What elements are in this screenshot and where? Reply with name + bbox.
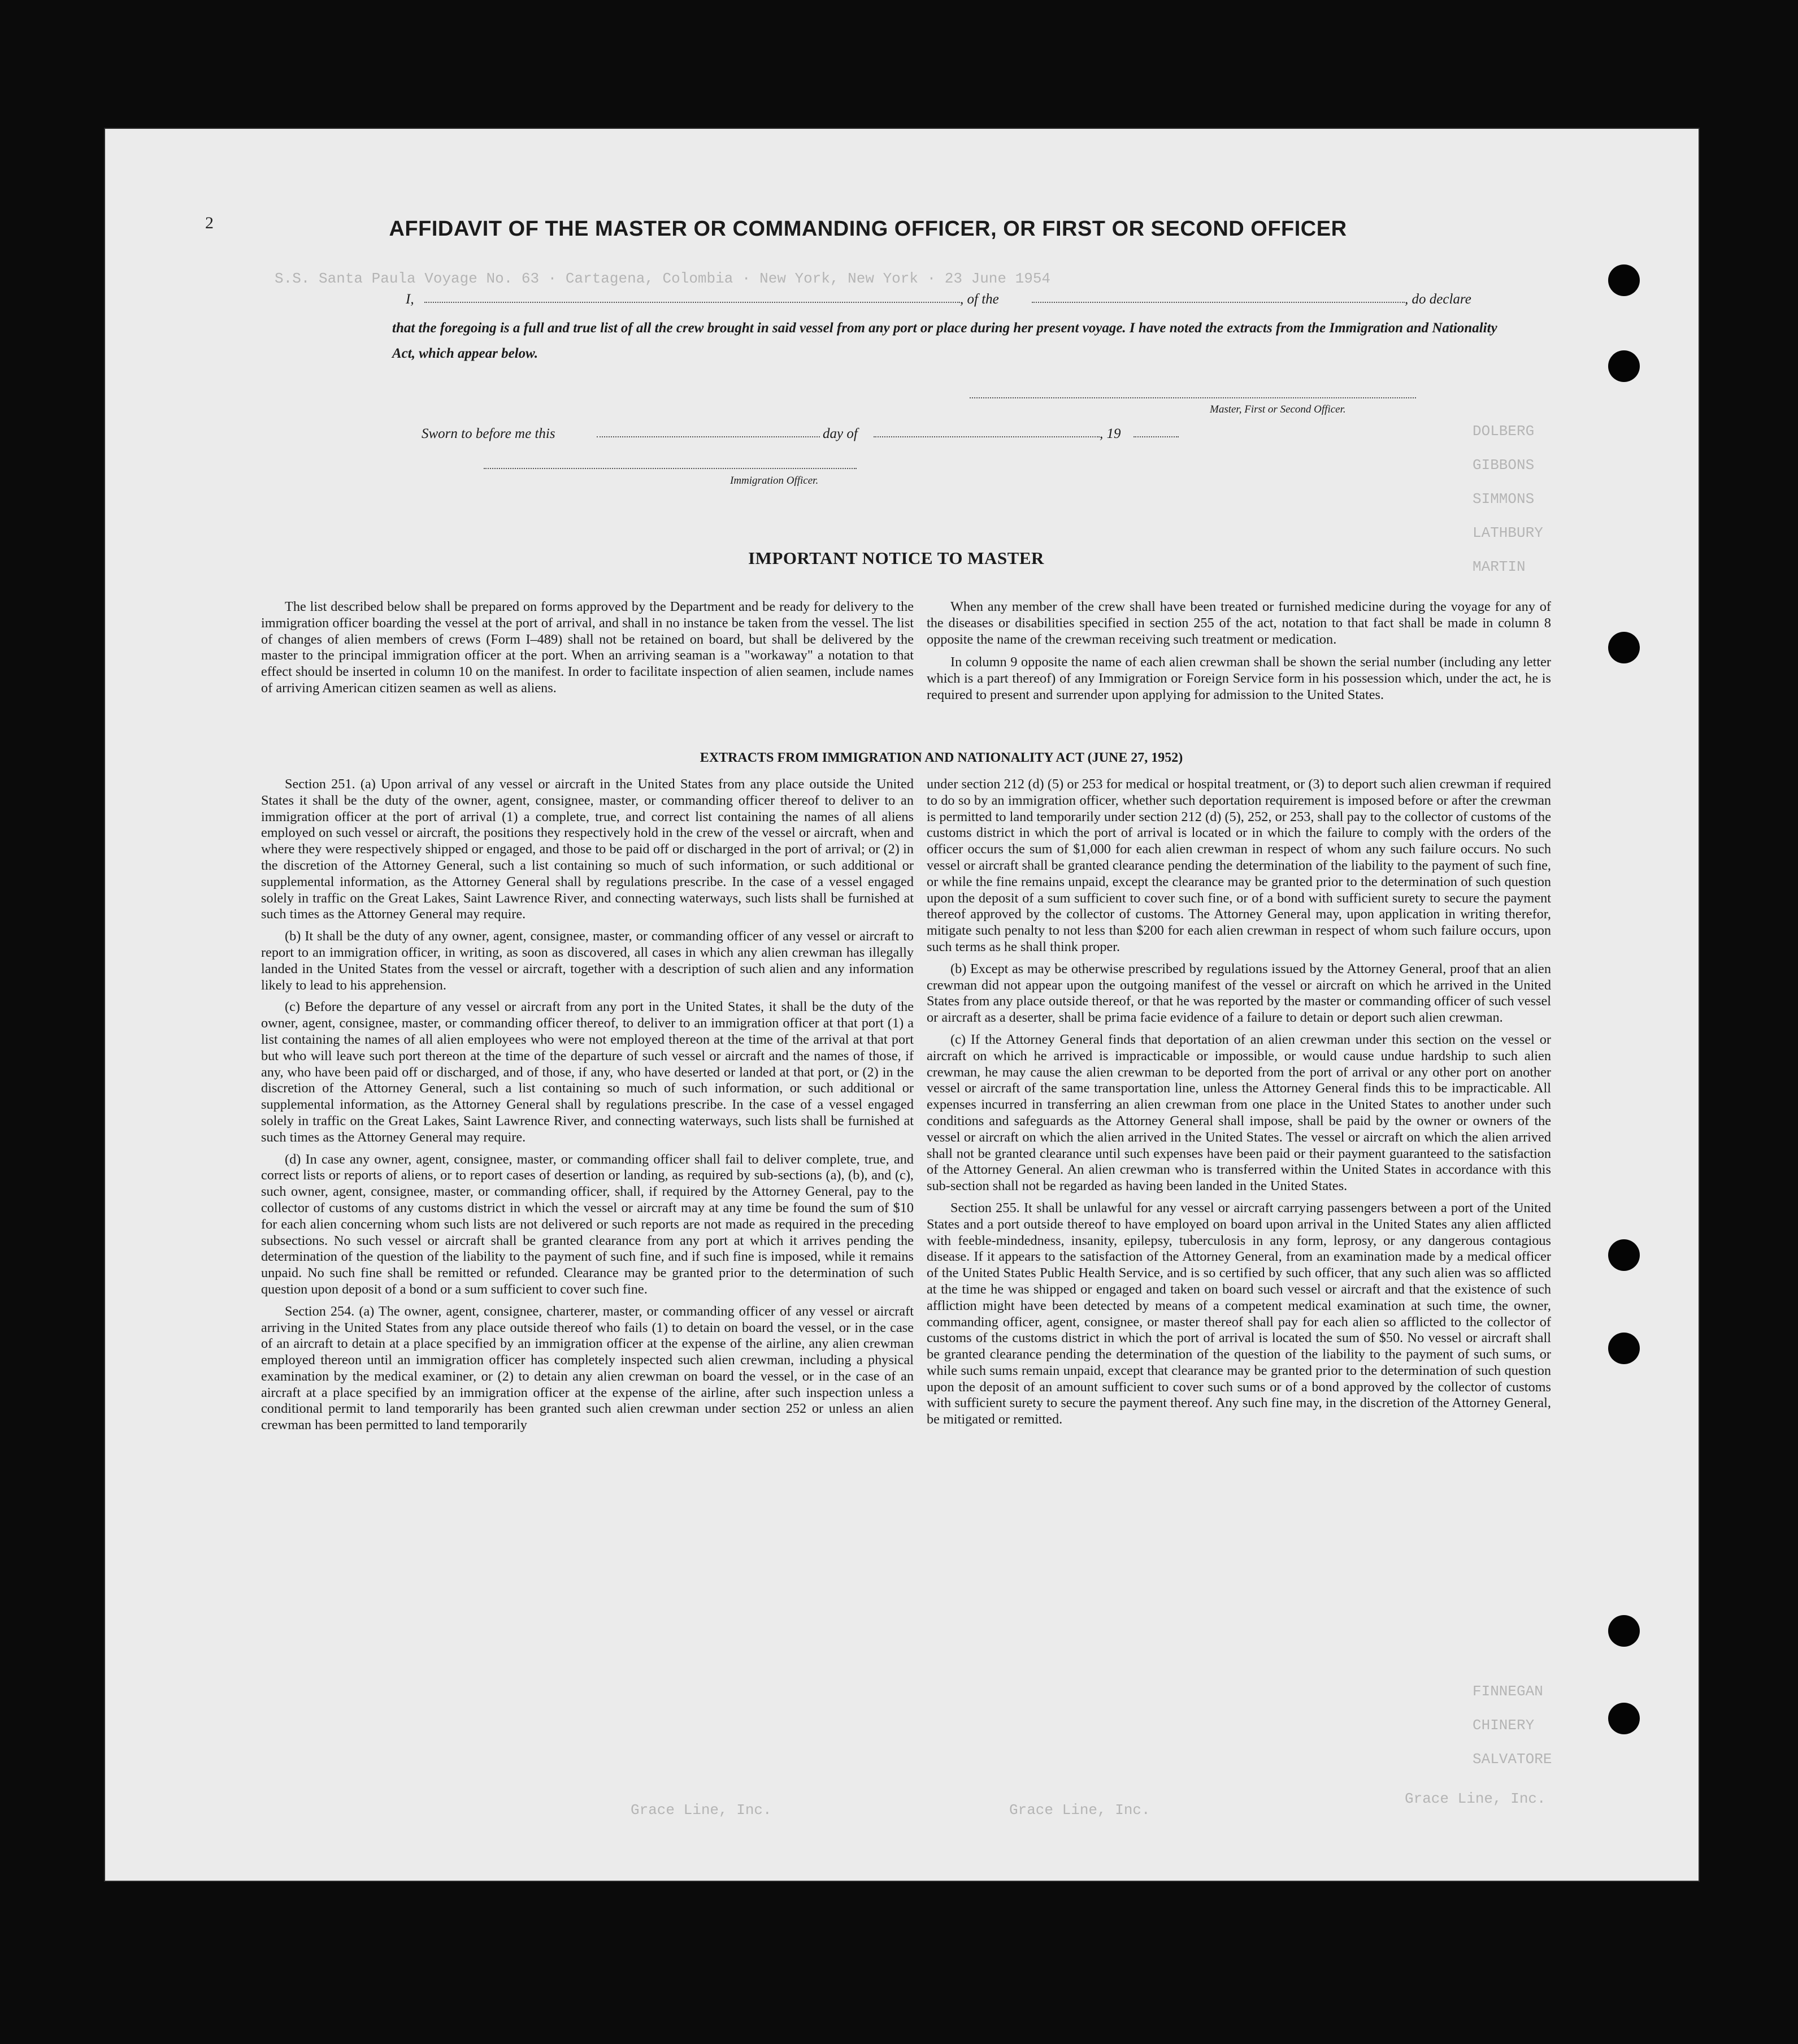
bleed-through-text: Grace Line, Inc. — [1009, 1802, 1150, 1819]
section-251-d: (d) In case any owner, agent, consignee, master, or commanding officer shall fail to deliver complete, true, and correct lists or reports of aliens, or to report cases of desertion or landing, as required by sub-sections (a), (b), and (c), such owner, agent, consignee, master, or commanding officer, shall, if required by the Attorney General, pay to the collector of customs of any customs district in which the vessel or aircraft may at any time be found the sum of $10 for each alien concerning whom such lists are not delivered or such reports are not made as required in the preceding subsections. No such vessel or aircraft shall be granted clearance from any port at which it arrives pending the determination of the question of the liability to the payment of such fine, and if such fine is imposed, while it remains unpaid. No such fine shall be remitted or refunded. Clearance may be granted prior to the determination of such question upon deposit of a bond or a sum sufficient to cover such fine. — [261, 1151, 914, 1297]
section-255: Section 255. It shall be unlawful for any vessel or aircraft carrying passengers between a port of the United States and a port outside thereof to have employed on board upon arrival in the United States any alien afflicted with feeble-mindedness, insanity, epilepsy, tuberculosis in any form, leprosy, or any dangerous contagious disease. If it appears to the satisfaction of the Attorney General, from an examination made by a medical officer of the United States Public Health Service, and is so certified by such officer, that any such alien was so afflicted at the time he was shipped or engaged and taken on board such vessel or aircraft and that the existence of such affliction might have been detected by means of a competent medical examination at such time, the owner, commanding officer, agent, consignee, or master thereof shall pay for each alien so afflicted to the collector of customs of the customs district in which the port of arrival is located the sum of $50. No vessel or aircraft shall be granted clearance pending the determination of the question of the liability to the payment of such sums, or while such sums remain unpaid, except that clearance may be granted prior to the determination of such question upon the deposit of an amount sufficient to cover such sums or of a bond approved by the collector of customs with sufficient surety to secure the payment thereof. Any such fine may, in the discretion of the Attorney General, be mitigated or remitted. — [927, 1200, 1551, 1427]
bleed-through-text: S.S. Santa Paula Voyage No. 63 · Cartagena, Colombia · New York, New York · 23 June 1954 — [275, 270, 1051, 287]
document-page — [105, 129, 1699, 1881]
notice-right-column — [927, 599, 1551, 704]
sworn-year-label: , 19 — [1100, 426, 1121, 441]
act-left-column — [261, 776, 914, 1434]
notice-title: IMPORTANT NOTICE TO MASTER — [748, 548, 1044, 568]
bleed-through-text: Grace Line, Inc. — [631, 1802, 772, 1819]
sworn-text: Sworn to before me this — [422, 426, 555, 441]
bleed-through-text: GIBBONS — [1473, 457, 1535, 474]
declaration-text: that the foregoing is a full and true list of all the crew brought in said vessel from any port or place during her present voyage. I have noted the extracts from the Immigration and Nationality Act, which appear below. — [392, 320, 1497, 361]
bleed-through-text: FINNEGAN — [1473, 1683, 1543, 1700]
sworn-month-line — [874, 436, 1100, 437]
punch-hole — [1608, 1333, 1640, 1364]
sworn-year-line — [1133, 436, 1179, 437]
notice-left-column — [261, 599, 914, 697]
master-signature-line — [970, 397, 1416, 398]
bleed-through-text: LATHBURY — [1473, 524, 1543, 541]
vessel-name-line — [1032, 302, 1405, 303]
punch-hole — [1608, 1703, 1640, 1734]
sworn-day-label: day of — [823, 426, 858, 441]
declare-suffix: , do declare — [1405, 292, 1471, 307]
page-number: 2 — [205, 214, 214, 232]
section-251-a: Section 251. (a) Upon arrival of any vessel or aircraft in the United States from any place outside the United States it shall be the duty of the owner, agent, consignee, master, or commanding officer thereof to deliver to an immigration officer at the port of arrival (1) a complete, true, and correct list containing the names of all aliens employed on such vessel or aircraft, the positions they respectively hold in the crew of the vessel or aircraft, when and where they were respectively shipped or engaged, and those to be paid off or discharged in the port of arrival; or (2) in the discretion of the Attorney General, such a list containing so much of such information, or such additional or supplemental information, as the Attorney General shall by regulations prescribe. In the case of a vessel engaged solely in traffic on the Great Lakes, Saint Lawrence River, and connecting waterways, such lists shall be furnished at such times as the Attorney General may require. — [261, 776, 914, 922]
punch-hole — [1608, 1239, 1640, 1271]
bleed-through-text: Grace Line, Inc. — [1405, 1790, 1546, 1807]
master-signature-label: Master, First or Second Officer. — [1210, 403, 1346, 415]
immigration-officer-label: Immigration Officer. — [730, 475, 819, 487]
extracts-title: EXTRACTS FROM IMMIGRATION AND NATIONALITY ACT (JUNE 27, 1952) — [700, 750, 1183, 765]
section-254-b: (b) Except as may be otherwise prescribed by regulations issued by the Attorney General, proof that an alien crewman did not appear upon the outgoing manifest of the vessel or aircraft on which he arrived in the United States from any place outside thereof, or that he was reported by the master or commanding officer of such vessel or aircraft as a deserter, shall be prima facie evidence of a failure to detain or deport such alien crewman. — [927, 961, 1551, 1026]
bleed-through-text: SALVATORE — [1473, 1751, 1552, 1768]
section-254-c: (c) If the Attorney General finds that deportation of an alien crewman under this section on the vessel or aircraft on which he arrived is impracticable or impossible, or would cause undue hardship to such alien crewman, he may cause the alien crewman to be deported from the port of arrival or any other port on another vessel or aircraft of the same transportation line, unless the Attorney General finds this to be impracticable. All expenses incurred in transferring an alien crewman from one place in the United States to another under such conditions and safeguards as the Attorney General shall impose, shall be paid by the owner or owners of the vessel or aircraft on which the alien arrived in the United States. The vessel or aircraft on which the alien arrived shall not be granted clearance until such expenses have been paid or their payment guaranteed to the satisfaction of the Attorney General. An alien crewman who is transferred within the United States in accordance with this sub-section shall not be regarded as having been landed in the United States. — [927, 1031, 1551, 1194]
punch-hole — [1608, 632, 1640, 663]
bleed-through-text: DOLBERG — [1473, 423, 1535, 440]
punch-hole — [1608, 1615, 1640, 1647]
vessel-prefix: , of the — [960, 292, 999, 307]
section-251-b: (b) It shall be the duty of any owner, agent, consignee, master, or commanding officer of any vessel or aircraft to report to an immigration officer, in writing, as soon as discovered, all cases in which any alien crewman has illegally landed in the United States from the vessel or aircraft, together with a description of such alien and any information likely to lead to his apprehension. — [261, 928, 914, 993]
sworn-day-line — [597, 436, 820, 437]
section-254-a-continued: under section 212 (d) (5) or 253 for medical or hospital treatment, or (3) to deport such alien crewman if required to do so by an immigration officer, whether such deportation requirement is imposed before or after the crewman is permitted to land temporarily under section 212 (d) (5), 252, or 253, shall pay to the collector of customs of the customs district in which the port of arrival is located or in which the failure to comply with the orders of the officer occurs the sum of $1,000 for each alien crewman in respect of whom any such failure occurs. No such vessel or aircraft shall be granted clearance pending the determination of the liability to the payment of such fine, or while the fine remains unpaid, except the clearance may be granted prior to the determination of such question upon the deposit of a sum sufficient to cover such fine, or of a bond with sufficient surety to secure the payment thereof approved by the collector of customs. The Attorney General may, upon application in writing therefor, mitigate such penalty to not less than $200 for each alien crewman in respect of whom such failure occurs, upon such terms as he shall think proper. — [927, 776, 1551, 954]
section-251-c: (c) Before the departure of any vessel or aircraft from any port in the United States, it shall be the duty of the owner, agent, consignee, master, or commanding officer thereof, to deliver to an immigration officer at that port (1) a list containing the names of all alien employees who were not employed thereon at the time of the arrival at that port but who will leave such port thereon at the time of the departure of such vessel or aircraft and the names of those, if any, who have been paid off or discharged, and of those, if any, who have deserted or landed at that port, or (2) in the discretion of the Attorney General, such a list containing so much of such information, or such additional or supplemental information, as the Attorney General shall by regulations prescribe. In the case of a vessel engaged solely in traffic on the Great Lakes, Saint Lawrence River, and connecting waterways, such lists shall be furnished at such times as the Attorney General may require. — [261, 999, 914, 1145]
immigration-officer-line — [484, 468, 857, 469]
declarant-prefix: I, — [406, 292, 414, 307]
bleed-through-text: CHINERY — [1473, 1717, 1535, 1734]
act-right-column — [927, 776, 1551, 1428]
notice-right-paragraph-2: In column 9 opposite the name of each alien crewman shall be shown the serial number (including any letter which is a part thereof) of any Immigration or Foreign Service form in his possession which, under the act, he is required to present and surrender upon applying for admission to the United States. — [927, 654, 1551, 702]
punch-hole — [1608, 264, 1640, 296]
section-254-a: Section 254. (a) The owner, agent, consignee, charterer, master, or commanding officer of any vessel or aircraft arriving in the United States from any place outside thereof who fails (1) to detain on board the vessel, or in the case of an aircraft to detain at a place specified by an immigration officer at the expense of the airline, any alien crewman employed thereon until an immigration officer has completely inspected such alien crewman, including a physical examination by the medical examiner, or (2) to detain any alien crewman on board the vessel, or in the case of an aircraft at a place specified by an immigration officer at the expense of the airline, after such inspection unless a conditional permit to land temporarily has been granted such alien crewman under section 252 or unless an alien crewman has been permitted to land temporarily — [261, 1303, 914, 1433]
punch-hole — [1608, 350, 1640, 382]
declarant-name-line — [424, 302, 960, 303]
notice-left-paragraph: The list described below shall be prepared on forms approved by the Department and be ready for delivery to the immigration officer boarding the vessel at the port of arrival, and shall in no instance be taken from the vessel. The list of changes of alien members of crews (Form I–489) shall not be retained on board, but shall be delivered by the master to the principal immigration officer at the port. When an arriving seaman is a "workaway" a notation to that effect should be inserted in column 10 on the manifest. In order to facilitate inspection of alien seamen, include names of arriving American citizen seamen as well as aliens. — [261, 599, 914, 696]
bleed-through-text: MARTIN — [1473, 558, 1526, 575]
notice-right-paragraph-1: When any member of the crew shall have been treated or furnished medicine during the voyage for any of the diseases or disabilities specified in section 255 of the act, notation to that fact shall be made in column 8 opposite the name of the crewman receiving such treatment or medication. — [927, 599, 1551, 647]
bleed-through-text: SIMMONS — [1473, 491, 1535, 507]
affidavit-title: AFFIDAVIT OF THE MASTER OR COMMANDING OFFICER, OR FIRST OR SECOND OFFICER — [389, 217, 1347, 241]
